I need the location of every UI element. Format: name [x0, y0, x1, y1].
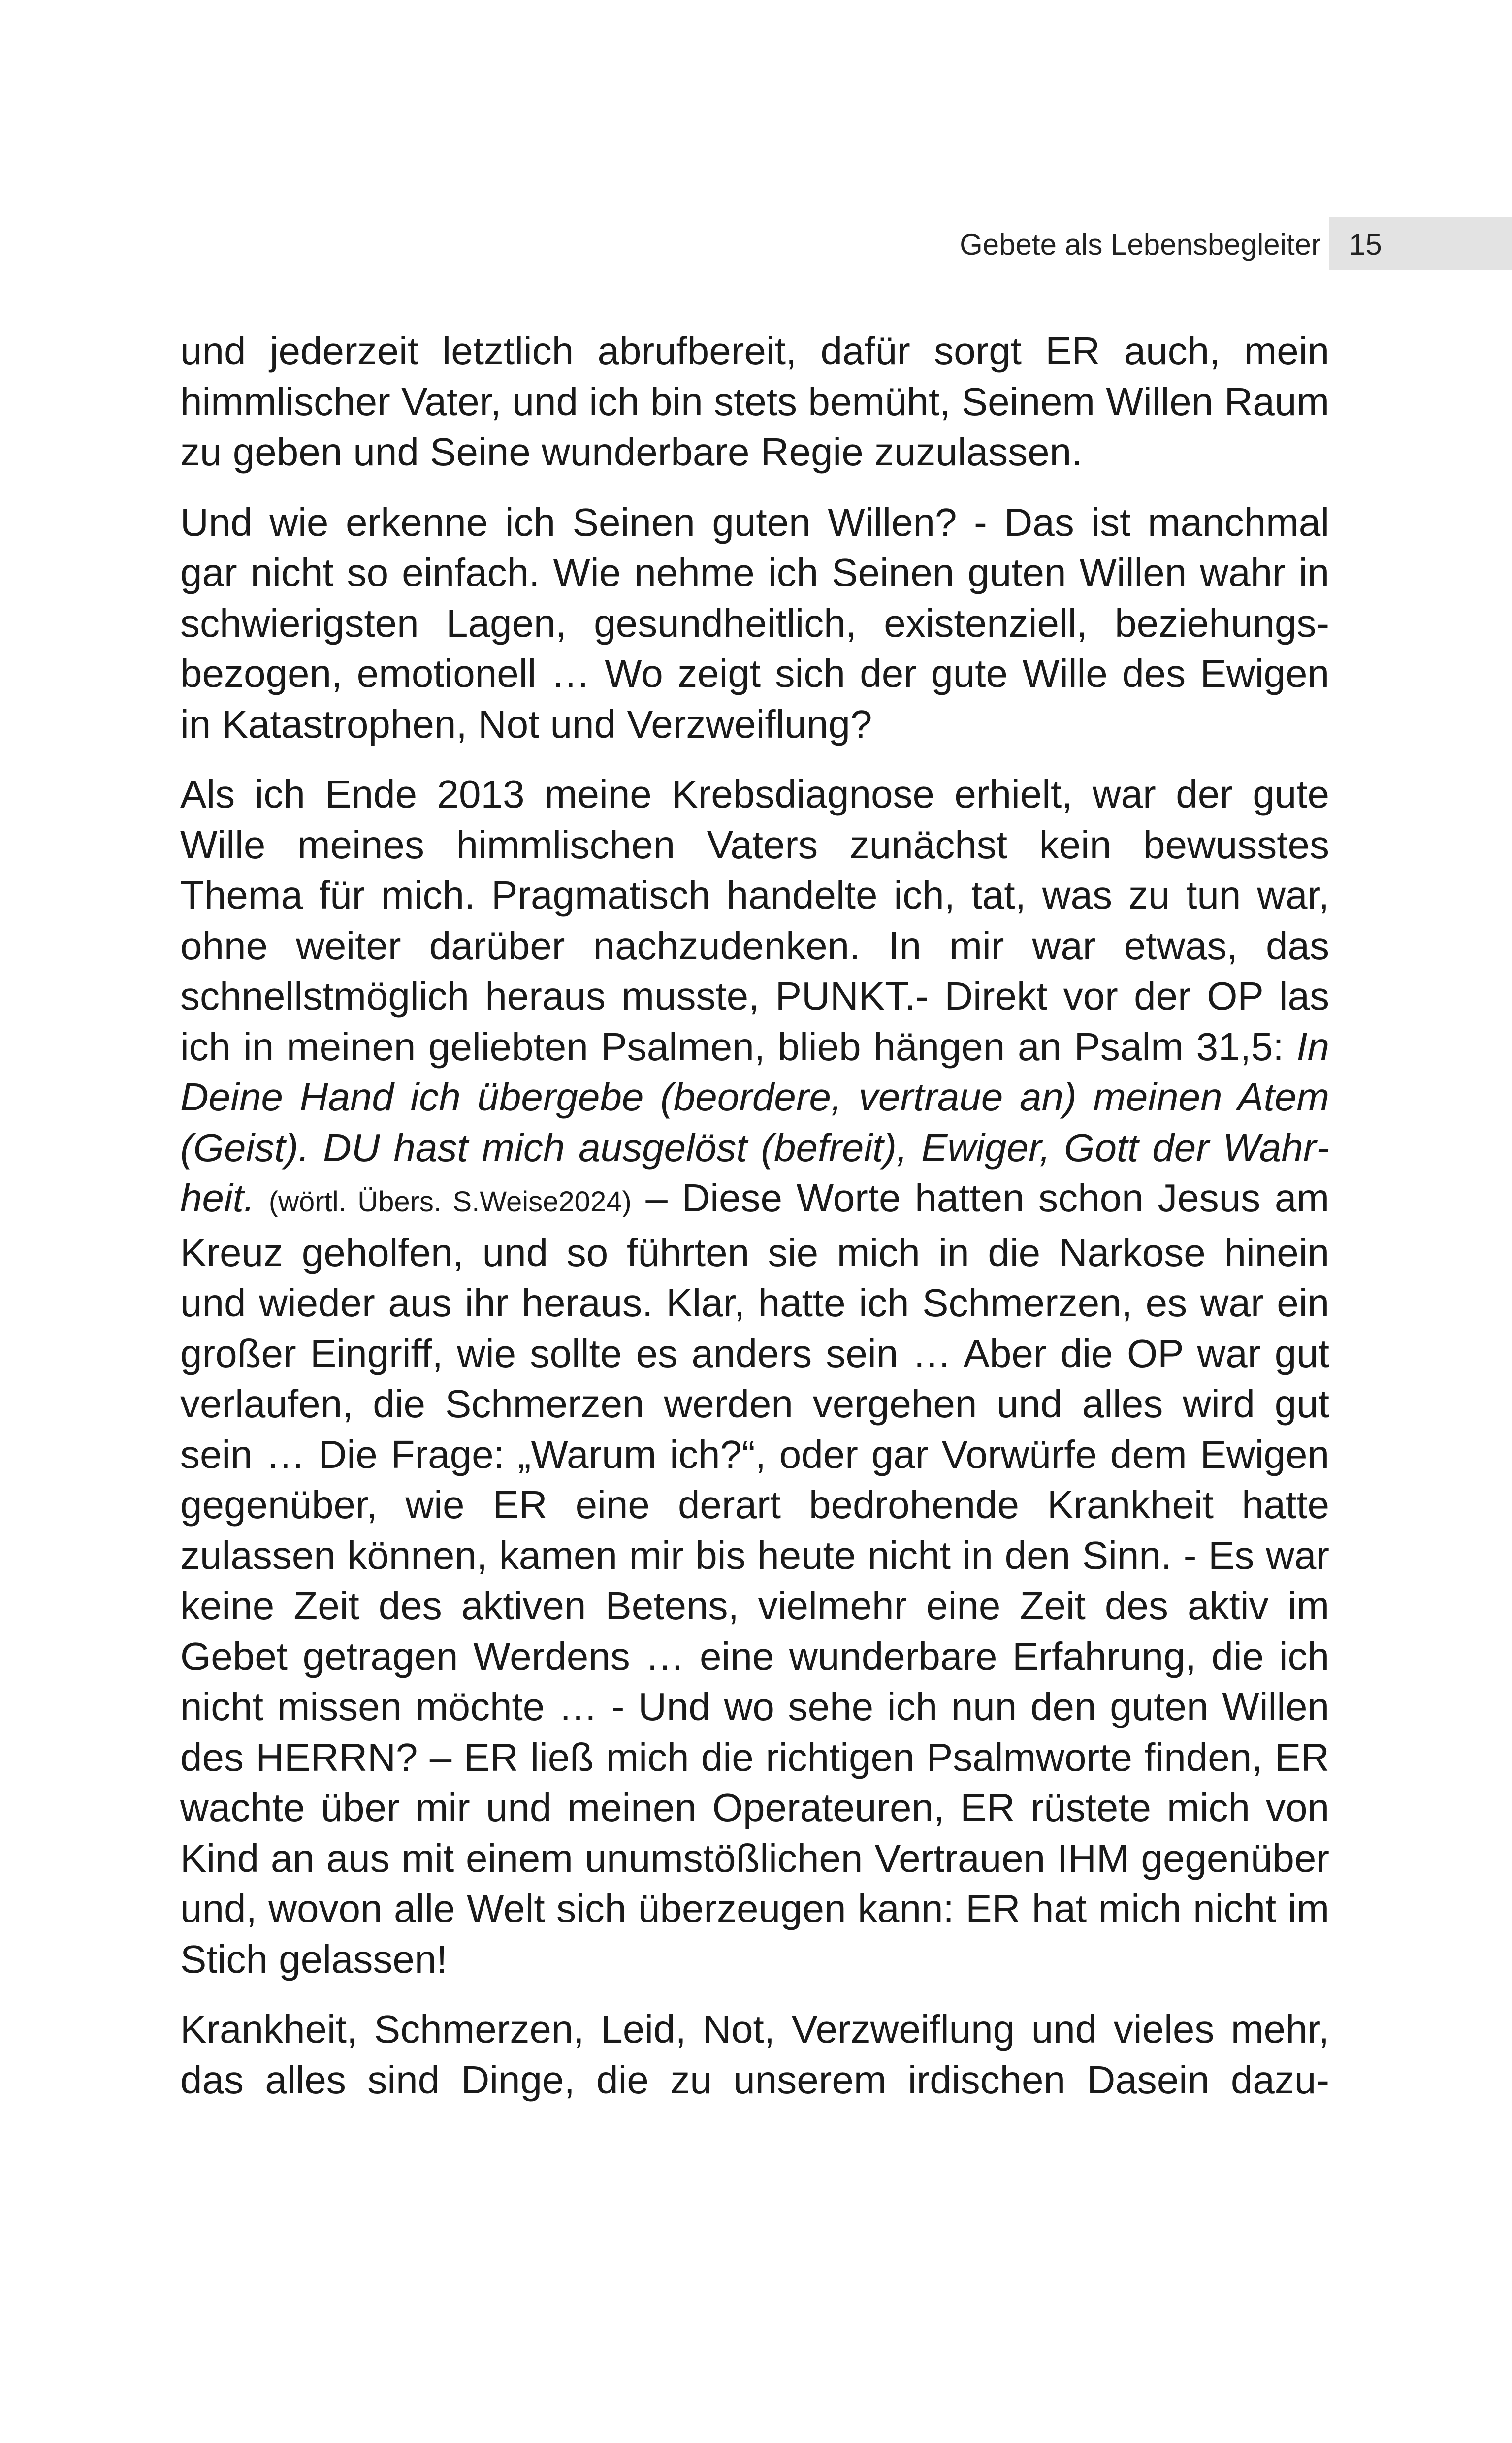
page-number-box [1329, 217, 1512, 270]
paragraph-3-continuation: – Diese Worte hatten schon Jesus am Kreuz geholfen, und so führten sie mich in die Narkose hinein und wieder aus ihr heraus. Klar, hatte ich Schmerzen, es war ein großer Eingriff, wie sollte es anders sein … Aber die OP war gut verlaufen, die Schmerzen werden vergehen und alles wird gut sein … Die Frage: „Warum ich?“, oder gar Vorwürfe dem Ewigen gegenüber, wie ER eine derart bedrohende Krankheit hatte zulassen können, kamen mir bis heute nicht in den Sinn. - Es war keine Zeit des aktiven Betens, vielmehr eine Zeit des aktiv im Gebet getragen Werdens … eine wunderbare Erfahrung, die ich nicht missen möchte … - Und wo sehe ich nun den guten Willen des HERRN? – ER ließ mich die richtigen Psalmworte finden, ER wachte über mir und meinen Operateuren, ER rüstete mich von Kind an aus mit einem unumstößlichen Vertrauen IHM gegenüber und, wovon alle Welt sich überzeugen kann: ER hat mich nicht im Stich gelassen! [180, 1176, 1329, 1981]
page-number: 15 [1349, 228, 1382, 261]
running-header [0, 217, 1512, 270]
running-header-title: Gebete als Lebensbegleiter [960, 228, 1321, 261]
paragraph-1: und jederzeit letztlich abrufbereit, dafür sorgt ER auch, mein himmlischer Vater, und ich bin stets bemüht, Seinem Willen Raum zu geben und Seine wunderbare Regie zuzulassen. [180, 329, 1329, 474]
psalm-quote: In Deine Hand ich übergebe (beordere, vertraue an) meinen Atem (Geist). DU hast mich ausgelöst (befreit), Ewiger, Gott der Wahrheit. [180, 1024, 1329, 1220]
paragraph-2: Und wie erkenne ich Seinen guten Willen? - Das ist manchmal gar nicht so einfach. Wie nehme ich Seinen guten Willen wahr in schwierigsten Lagen, gesundheitlich, existenziell, beziehungsbezogen, emotionell … Wo zeigt sich der gute Wille des Ewigen in Katastrophen, Not und Verzweiflung? [180, 500, 1329, 746]
paragraph-3 [180, 769, 1329, 1985]
translation-note: (wörtl. Übers. S.Weise2024) [268, 1186, 632, 1218]
paragraph-3-intro: Als ich Ende 2013 meine Krebsdiagnose erhielt, war der gute Wille meines himmlischen Vaters zunächst kein bewusstes Thema für mich. Pragmatisch handelte ich, tat, was zu tun war, ohne weiter darüber nachzudenken. In mir war etwas, das schnellstmöglich heraus musste, PUNKT.- Direkt vor der OP las ich in meinen geliebten Psalmen, blieb hängen an Psalm 31,5: [180, 772, 1329, 1069]
paragraph-4: Krankheit, Schmerzen, Leid, Not, Verzweiflung und vieles mehr, das alles sind Dinge, die zu unserem irdischen Dasein dazu- [180, 2007, 1329, 2102]
body-text [180, 326, 1329, 2125]
